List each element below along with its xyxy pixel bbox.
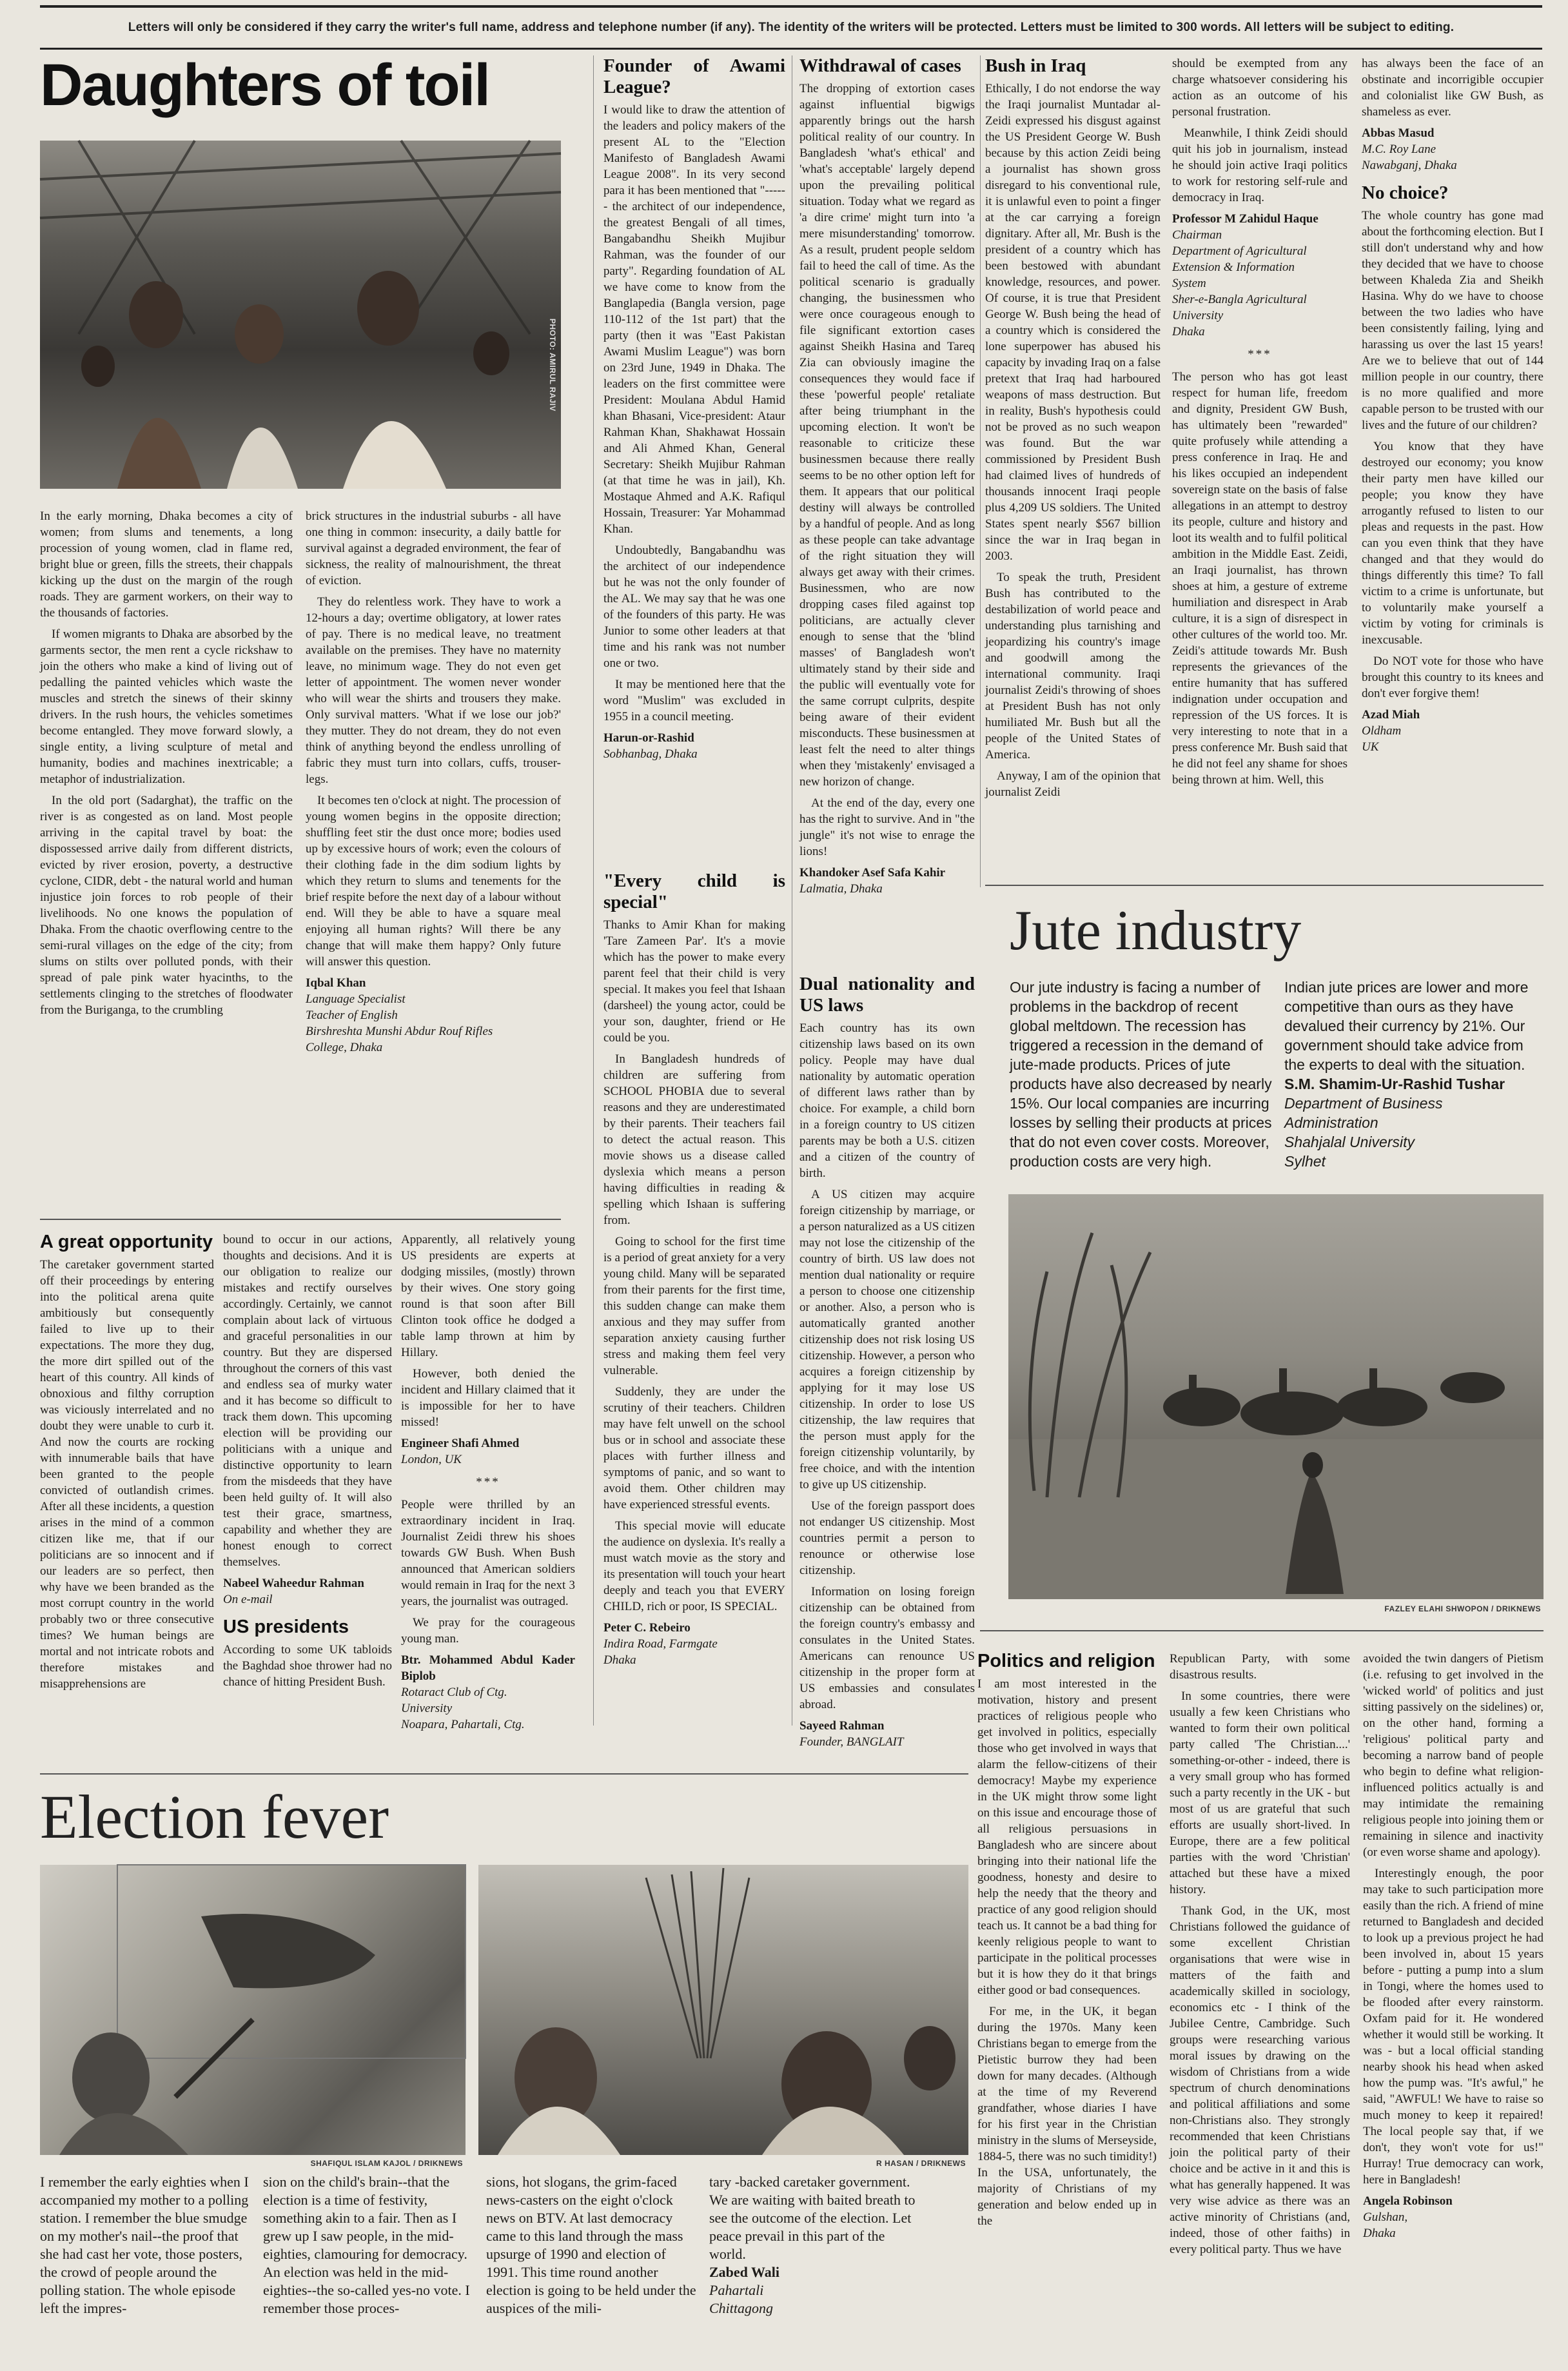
photo-credit: FAZLEY ELAHI SHWOPON / DRIKNEWS — [1384, 1604, 1541, 1613]
signature-line: Sobhanbag, Dhaka — [603, 747, 698, 761]
founder-letter — [603, 55, 785, 868]
paragraph: Republican Party, with some disastrous results. — [1170, 1652, 1350, 1682]
politics-letter-column-2 — [1170, 1651, 1350, 2360]
signature-line: System — [1172, 277, 1206, 290]
paragraph: According to some UK tabloids the Baghdad shoe thrower had no chance of hitting President Bush. — [223, 1643, 392, 1689]
section-divider — [40, 1773, 968, 1775]
signature-name: Harun-or-Rashid — [603, 731, 694, 745]
signature-name: Angela Robinson — [1363, 2194, 1453, 2208]
every-child-letter — [603, 871, 785, 1773]
paragraph: They do relentless work. They have to work a 12-hours a day; overtime obligatory, at lower rates of pay. There is no medical leave, no treatment available on the premises. They have no maternity leave, no minimum wage. They do not even get letter of appointment. The women never wonder who will wear the shirts and trousers they make. Only survival matters. 'What if we lose our job?' they mutter. They do not dream, they do not even think of anything beyond the endless unrolling of fabric they must turn into collars, cuffs, trouser-legs. — [306, 595, 561, 786]
photo-credit: PHOTO: AMIRUL RAJIV — [548, 319, 557, 411]
signature-line: Indira Road, Farmgate — [603, 1637, 718, 1651]
jute-column-1 — [1010, 978, 1274, 1177]
signature-name: Professor M Zahidul Haque — [1172, 212, 1318, 226]
jute-workers-photo — [1008, 1194, 1544, 1613]
letter-heading: Bush in Iraq — [985, 55, 1086, 76]
letter-heading: US presidents — [223, 1617, 349, 1637]
garment-workers-illustration — [40, 141, 561, 489]
paragraph: tary -backed caretaker government. We are waiting with baited breath to see the outcome of the election. Let peace prevail in this part of the world. — [709, 2174, 916, 2262]
signature-name: Btr. Mohammed Abdul Kader Biplob — [401, 1653, 575, 1683]
garment-workers-photo — [40, 141, 561, 489]
signature-line: UK — [1362, 740, 1379, 754]
signature-line: College, Dhaka — [306, 1041, 383, 1054]
signature-line: Chittagong — [709, 2300, 774, 2316]
election-poster-illustration — [40, 1865, 466, 2155]
signature-line: Sher-e-Bangla Agricultural — [1172, 293, 1307, 306]
letter-heading: No choice? — [1362, 182, 1449, 203]
paragraph: Ethically, I do not endorse the way the Iraqi journalist Muntadar al-Zeidi expressed his disgust against the US President George W. Bush because by this action Zeidi being a journalist has shown gross disregard to his conventional rule, it is unlawful even to point a finger at the car carrying a foreign dignitary. After all, Mr. Bush is the president of a country which has been bestowed with abundant knowledge, resources, and power. Of course, it is true that President George W. Bush being the head of a country which is considered the lone superpower has abused his capacity by invading Iraq on a false pretext that Iraq had harboured weapons of mass destruction. But in reality, Bush's hypothesis could not be proved as no such weapon was found. But the war commissioned by President Bush had claimed lives of hundreds of thousands innocent Iraqi people plus 4,209 US soldiers. The United States spent nearly $567 billion since the war in Iraq began in 2003. — [985, 82, 1161, 563]
paragraph: Thank God, in the UK, most Christians followed the guidance of some excellent Christian organisations that were wise in matters of the faith and academically skilled in sociology, economics etc - I think of the Jubilee Centre, Cambridge. Such groups were researching various moral issues by drawing on the wisdom of Christians from a wide spectrum of church denominations and political affiliations and some non-Christians also. They strongly recommended that keen Christians join the political party of their choice and be active in it and this is what has generally happened. It was very wise advice as there was an active minority of Christians (and, indeed, those of other faiths) in every political party. Thus we have — [1170, 1904, 1350, 2256]
signature-line: Administration — [1284, 1114, 1378, 1131]
letter-heading: Dual nationality and US laws — [799, 974, 975, 1016]
paragraph: Our jute industry is facing a number of problems in the backdrop of recent global meltdown. The recession has triggered a recession in the demand of jute-made products. Prices of jute products have also decreased by nearly 15%. Our local companies are incurring losses by selling their products at prices that do not even cover costs. Moreover, production costs are very high. — [1010, 979, 1272, 1170]
signature-line: Language Specialist — [306, 992, 406, 1006]
paragraph: To speak the truth, President Bush has contributed to the destabilization of world peace and understanding plus tarnishing and jeopardizing his country's image and goodwill among the international community. Iraqi journalist Zeidi's throwing of shoes at President Bush has not only humiliated Mr. Bush but all the people of the United States of America. — [985, 571, 1161, 762]
paragraph: brick structures in the industrial suburbs - all have one thing in common: insecurity, a daily battle for survival against a degraded environment, the fear of sickness, the reality of malnourishment, the threat of eviction. — [306, 509, 561, 587]
paragraph: We pray for the courageous young man. — [401, 1616, 575, 1646]
dual-nationality-letter — [799, 974, 975, 1773]
bush-letter-column-2 — [1172, 55, 1348, 891]
paragraph: People were thrilled by an extraordinary incident in Iraq. Journalist Zeidi threw his shoes towards GW Bush. When Bush announced that American soldiers would remain in Iraq for the next 3 years, the journalist was outraged. — [401, 1498, 575, 1608]
separator-stars: *** — [1248, 348, 1272, 361]
paragraph: The person who has got least respect for human life, freedom and dignity, President GW Bush, has ultimately been "rewarded" quite profusely while attending a press conference in Iraq. He and his likes occupied an independent sovereign state on the basis of false allegations in an attempt to destroy its people, culture and history and loot its wealth and to fulfil political ambition in the Middle East. Zeidi, an Iraqi journalist, has thrown shoes at him, a gesture of extreme humiliation and disrespect in Arab culture, it is a sign of disrespect in other cultures of the world too. Mr. Zeidi's attitude towards Mr. Bush represents the grievances of the entire humanity that has suffered indignation under occupation and repression of the US forces. It is very interesting to note that in a press conference Mr. Bush said that he did not feel any shame for shoes being thrown at him. Well, this — [1172, 370, 1348, 787]
paragraph: The caretaker government started off their proceedings by entering into the political arena quite ambitiously but consequently failed to live up to their expectations. The more they dug, the more dirt spilled out of the heart of this country. All kinds of obnoxious and filthy corruption was viciously interrelated and no doubt they were unable to curb it. And now the courts are rocking with innumerable bails that have been granted to the people convicted of outlandish crimes. After all these incidents, a question arises in the mind of a common citizen like me, that if our politicians are so innocent and if our leaders are so perfect, then why have we been branded as the most corrupt country in the world probably two or three consecutive times? We human beings are mortal and not intricate robots and therefore mistakes and misapprehensions are — [40, 1258, 214, 1691]
signature-name: Nabeel Waheedur Rahman — [223, 1577, 364, 1590]
paragraph: I would like to draw the attention of the leaders and policy makers of the present AL to the "Election Manifesto of Bangladesh Awami League 2008". In its very second para it has been mentioned that "------ the architect of our independence, the greatest Bengali of all times, Bangabandhu Sheikh Mujibur Rahman, was the founder of our party". Regarding foundation of AL we have come to know from the Banglapedia (Bangla version, page 110-112 of the 1st part) that the party (then it was "East Pakistan Awami Muslim League") was born on 23rd June, 1949 in Dhaka. The leaders on the first committee were President: Moulana Abdul Hamid khan Bhasani, Vice-president: Ataur Rahman Khan, Shakhawat Hossain and Ali Ahmed Khan, General Secretary: Sheikh Mujibur Rahman (at that time he was in jail), Kh. Mostaque Ahmed and A.K. Rafiqul Hossain, Treasurer: Yar Mohammad Khan. — [603, 103, 785, 536]
signature-line: Rotaract Club of Ctg. — [401, 1686, 507, 1699]
signature-line: University — [401, 1702, 453, 1715]
paragraph: I remember the early eighties when I accompanied my mother to a polling station. I remember the blue smudge on my mother's nail--the proof that she had cast her vote, those posters, the crowd of people around the polling station. The whole episode left the impres- — [40, 2174, 249, 2316]
column-divider — [593, 55, 594, 1726]
signature-line: Teacher of English — [306, 1008, 398, 1022]
election-column-1 — [40, 2173, 253, 2360]
daughters-column-1 — [40, 508, 293, 1193]
election-column-3 — [486, 2173, 699, 2360]
election-column-2 — [263, 2173, 476, 2360]
signature-line: M.C. Roy Lane — [1362, 143, 1436, 156]
section-divider — [985, 885, 1544, 886]
paragraph: In the early morning, Dhaka becomes a city of women; from slums and tenements, a long procession of young women, clad in flame red, bright blue or green, fills the streets, their chappals kicking up the dust on the margin of the rough roads. They are garment workers, on their way to the thousands of factories. — [40, 509, 293, 620]
letter-heading: Founder of Awami League? — [603, 55, 785, 97]
signature-name: Engineer Shafi Ahmed — [401, 1437, 520, 1450]
paragraph: Undoubtedly, Bangabandhu was the architect of our independence but he was not the only founder of the AL. We may say that he was one of the founders of this party. He was Junior to some other leaders at that time and his rank was not number one or two. — [603, 544, 785, 670]
editorial-notice-banner: Letters will only be considered if they carry the writer's full name, address and telephone number (if any). The identity of the writers will be protected. Letters must be limited to 300 words. All letters will be subject to editing. — [40, 5, 1542, 50]
signature-line: Department of Agricultural — [1172, 244, 1307, 258]
signature-name: Peter C. Rebeiro — [603, 1621, 691, 1635]
signature-line: On e-mail — [223, 1593, 273, 1606]
election-title: Election fever — [40, 1782, 389, 1851]
paragraph: The whole country has gone mad about the forthcoming election. But I still don't understand why and how they decided that we have to choose between Khaleda Zia and Sheikh Hasina. Why do we have to choose between the two ladies who have been consistently failing, lying and harassing us over the last 15 years! Are we to believe that out of 144 million people in our country, there is no more qualified and more capable person to be trusted with our lives and the future of our children? — [1362, 209, 1544, 432]
signature-line: Shahjalal University — [1284, 1134, 1415, 1150]
paragraph: avoided the twin dangers of Pietism (i.e. refusing to get involved in the 'wicked world' of politics and just sitting passively on the sidelines) or, on the other hand, forming a 'religious' political party and becoming a narrow band of people who begin to define what religion-influenced politics actually is and may intimidate the remaining religious people into joining them or remaining in silence and inactivity (or even worse shame and apology). — [1363, 1652, 1544, 1859]
paragraph: At the end of the day, every one has the right to survive. And in "the jungle" it's not wise to enrage the lions! — [799, 796, 975, 858]
signature-line: University — [1172, 309, 1224, 322]
opportunity-letter-column-1 — [40, 1232, 214, 1760]
signature-name: Azad Miah — [1362, 708, 1420, 722]
jute-workers-illustration — [1008, 1194, 1544, 1599]
paragraph: For me, in the UK, it began during the 1970s. Many keen Christians began to emerge from the Pietistic burrow they had been down for many decades. (Although at the time of my Reverend grandfather, whose diaries I have for his first year in the Christian ministry in the slums of Merseyside, 1884-5, there was no such timidity!) In the USA, unfortunately, the majority of Christians of my generation and below ended up in the — [977, 2005, 1157, 2228]
paragraph: Suddenly, they are under the scrutiny of their teachers. Children may have felt unwell on the school bus or in school and associate these places with further illness and symptoms of panic, and so want to avoid them. Other children may have experienced stressful events. — [603, 1385, 785, 1511]
signature-name: Abbas Masud — [1362, 126, 1435, 140]
uspresidents-letter-column-2 — [401, 1232, 575, 1760]
signature-line: Oldham — [1362, 724, 1402, 738]
signature-name: Iqbal Khan — [306, 976, 366, 990]
paragraph: It becomes ten o'clock at night. The procession of young women begins in the opposite direction; shuffling feet stir the dust once more; bodies used up by excessive hours of work; even the colours of their clothing fade in the dim sodium lights by which they return to slums and tenements for the brief respite before the next day of a labour without end. Will they be able to have a square meal enjoying all human rights? Will there be any change that will make them happy? Only future will answer this question. — [306, 794, 561, 969]
paragraph: However, both denied the incident and Hillary claimed that it is impossible for her to have missed! — [401, 1367, 575, 1429]
paragraph: You know that they have destroyed our economy; you know their party men have killed our people; you know they have arrogantly refused to listen to our pleas and requests in the past. How can you even think that they have changed and that they would do things differently this time? To fall victim to a crime is unfortunate, but to voluntarily make yourself a victim by voting for criminals is inexcusable. — [1362, 440, 1544, 647]
signature-line: Chairman — [1172, 228, 1222, 242]
paragraph: This special movie will educate the audience on dyslexia. It's really a must watch movie as the story and its presentation will touch your heart deeply and teach you that EVERY CHILD, rich or poor, IS SPECIAL. — [603, 1519, 785, 1613]
letter-heading: "Every child is special" — [603, 871, 785, 912]
paragraph: If women migrants to Dhaka are absorbed by the garments sector, the men rent a cycle rickshaw to join the others who make a kind of living out of pedalling the painted vehicles which waste the muscles and stretch the sinews of their skinny drivers. In the rush hours, the vehicles sometimes become entangled. They move forward slowly, a single entity, a living sculpture of metal and humanity, bodies and machines inextricable; a metaphor of industrialization. — [40, 627, 293, 786]
withdrawal-letter — [799, 55, 975, 971]
paragraph: Apparently, all relatively young US presidents are experts at dodging missiles, (mostly) thrown by their wives. One story going round is that soon after Bill Clinton took office he dodged a table lamp thrown at him by Hillary. — [401, 1233, 575, 1359]
paragraph: Each country has its own citizenship laws based on its own policy. People may have dual nationality by automatic operation of different laws rather than by choice. For example, a child born in a foreign country to US citizen parents may be both a U.S. citizen and a citizen of the country of birth. — [799, 1021, 975, 1180]
paragraph: The dropping of extortion cases against influential bigwigs apparently brings out the harsh political reality of our country. In Bangladesh 'what's ethical' and 'what's acceptable' largely depend upon the prevailing political situation. Today what we regard as 'a dire crime' might turn into 'a mere misunderstanding' tomorrow. As a result, prudent people seldom fail to heed the call of time. As the political scenario is gradually changing, the businessmen who were once courageous enough to file significant extortion cases against Sheikh Hasina and Tareq Zia can obviously imagine the consequences they would face if these 'powerful people' retaliate after being triumphant in the upcoming election. It won't be reasonable to criticize these businessmen because there really seems to be no other option left for them. It appears that our political destiny will always be controlled by a handful of people. And as long as these people can take advantage of the right situation they will always get away with their crimes. Businessmen, who are now dropping cases filed against top politicians, are actually clever enough to sense that the 'blind masses' of Bangladesh won't ultimately stand by their side and the public will eventually vote for the same corrupt culprits, despite being aware of their evident misconducts. These businessmen at least felt the need to alter things when they 'mistakenly' envisaged a new horizon of change. — [799, 82, 975, 789]
paragraph: In some countries, there were usually a few keen Christians who wanted to form their own political party called 'The Christian....' something-or-other - indeed, there is a very small group who has formed such a party recently in the UK - but most of us are grateful that such efforts are usually short-lived. In Europe, there are a few political parties with the word 'Christian' attached but these have a mixed history. — [1170, 1689, 1350, 1896]
jute-title: Jute industry — [1010, 900, 1302, 962]
paragraph: Interestingly enough, the poor may take to such participation more easily than the rich. A friend of mine returned to Bangladesh and decided to look up a previous project he had been involved in, about 15 years before - putting a pump into a slum in Tongi, where the homes used to be flooded after every rainstorm. Oxfam paid for it. He wondered whether it would still be working. It was - but a local official standing nearby shook his head when asked how the pump was. "It's awful," he said, "AWFUL! We have to raise so much money to keep it repaired! The local people say that, if we don't, they won't vote for us!" Hurray! True democracy can work, here in Bangladesh! — [1363, 1867, 1544, 2187]
bush-letter-column-1 — [985, 55, 1161, 891]
signature-line: Founder, BANGLAIT — [799, 1735, 904, 1749]
jute-column-2 — [1284, 978, 1544, 1177]
paragraph: Anyway, I am of the opinion that journalist Zeidi — [985, 769, 1161, 799]
paragraph: sions, hot slogans, the grim-faced news-casters on the eight o'clock news on BTV. At last democracy came to this land through the mass upsurge of 1990 and election of 1991. This time round another election is going to be held under the auspices of the mili- — [486, 2174, 696, 2316]
paragraph: A US citizen may acquire foreign citizenship by marriage, or a person naturalized as a US citizen may not lose the citizenship of the country of birth. US law does not mention dual nationality or require a person to choose one citizenship or another. Also, a person who is automatically granted another citizenship does not risk losing US citizenship. However, a person who acquires a foreign citizenship by applying for it may lose US citizenship. In order to lose US citizenship, the law requires that the person must apply for the foreign citizenship voluntarily, by free choice, and with the intention to give up US citizenship. — [799, 1188, 975, 1491]
opportunity-letter-column-2 — [223, 1232, 392, 1760]
signature-line: Gulshan, — [1363, 2210, 1408, 2224]
paragraph: Thanks to Amir Khan for making 'Tare Zameen Par'. It's a movie which has the power to make every parent feel that their child is very special. It makes you feel that Ishaan (darsheel) the young actor, could be your son, daughter, friend or He could be you. — [603, 918, 785, 1045]
paragraph: Use of the foreign passport does not endanger US citizenship. Most countries permit a person to renounce or otherwise lose citizenship. — [799, 1499, 975, 1577]
paragraph: Information on losing foreign citizenship can be obtained from the foreign country's embassy and consulates in the United States. Americans can renounce US citizenship in the proper form at US embassies and consulates abroad. — [799, 1585, 975, 1711]
election-rally-photo — [478, 1865, 968, 2168]
bush-letter-column-3 — [1362, 55, 1544, 891]
letter-heading: Withdrawal of cases — [799, 55, 961, 76]
signature-line: Pahartali — [709, 2282, 764, 2298]
signature-line: Sylhet — [1284, 1153, 1326, 1170]
signature-line: Noapara, Pahartali, Ctg. — [401, 1718, 525, 1731]
letter-heading: Politics and religion — [977, 1651, 1155, 1671]
signature-line: Dhaka — [603, 1653, 636, 1667]
signature-name: Zabed Wali — [709, 2264, 780, 2280]
paragraph: has always been the face of an obstinate and incorrigible occupier and colonialist like GW Bush, as shameless as ever. — [1362, 57, 1544, 119]
paragraph: sion on the child's brain--that the election is a time of festivity, something akin to a fair. Then as I grew up I saw people, in the mid- eighties, clamouring for democracy. An election was held in the mid- eighties--the so-called yes-no vote. I remember those proces- — [263, 2174, 470, 2316]
paragraph: It may be mentioned here that the word "Muslim" was excluded in 1955 in a council meeting. — [603, 678, 785, 723]
paragraph: should be exempted from any charge whatsoever considering his action as an outcome of his personal frustration. — [1172, 57, 1348, 119]
signature-name: Khandoker Asef Safa Kahir — [799, 866, 946, 880]
election-column-4 — [709, 2173, 922, 2360]
separator-stars: *** — [476, 1475, 500, 1489]
letter-heading: A great opportunity — [40, 1232, 213, 1252]
paragraph: I am most interested in the motivation, history and present practices of religious people who get involved in politics, especially those who get involved in ways that alarm the fellow-citizens of their democracy! Maybe my experience in the UK might throw some light on this issue and encourage those of all religious persuasions in Bangladesh who are sincere about bringing into their national life the goodness, honesty and desire to help the needy that the theory and practice of any good religion should teach us. It cannot be a bad thing for keenly religious people to want to participate in the political processes but it is how they do it that brings either good or bad consequences. — [977, 1677, 1157, 1997]
politics-letter-column-1 — [977, 1651, 1157, 2360]
section-divider — [40, 1219, 561, 1220]
election-rally-illustration — [478, 1865, 968, 2155]
signature-name: Sayeed Rahman — [799, 1719, 885, 1733]
column-divider — [980, 55, 981, 887]
paragraph: In Bangladesh hundreds of children are suffering from SCHOOL PHOBIA due to several reasons and they are underestimated by their parents. Their teachers fail to detect the actual reason. This movie shows us a disease called dyslexia which means a person having difficulties in reading & spelling which Ishaan is suffering from. — [603, 1052, 785, 1227]
signature-line: Lalmatia, Dhaka — [799, 882, 883, 896]
paragraph: In the old port (Sadarghat), the traffic on the river is as congested as on land. Most people arriving in the capital travel by boat: the dispossessed arrive daily from different districts, evicted by river erosion, poverty, a destructive cyclone, CIDR, debt - the natural world and human injustice join forces to rob people of their livelihoods. No one knows the population of Dhaka. From the chaotic overflowing centre to the semi-rural villages on the edge of the city; from slums on stilts over polluted ponds, with their spread of pale pink water hyacinths, to the settlements clinging to the stretches of floodwater from the Buriganga, to the crumbling — [40, 794, 293, 1017]
signature-line: Nawabganj, Dhaka — [1362, 159, 1457, 172]
paragraph: Going to school for the first time is a period of great anxiety for a very young child. Many will be separated from their parents for the first time, this sudden change can make them anxious and they may suffer from separation anxiety causing further stress and making them feel very vulnerable. — [603, 1235, 785, 1377]
signature-line: Department of Business — [1284, 1095, 1443, 1112]
signature-line: Birshreshta Munshi Abdur Rouf Rifles — [306, 1025, 493, 1038]
politics-letter-column-3 — [1363, 1651, 1544, 2360]
signature-line: Dhaka — [1172, 325, 1205, 339]
photo-credit: SHAFIQUL ISLAM KAJOL / DRIKNEWS — [310, 2159, 463, 2168]
section-divider — [980, 1630, 1544, 1631]
paragraph: Indian jute prices are lower and more competitive than ours as they have devalued their currency by 21%. Our government should take advice from the experts to deal with the situation. — [1284, 979, 1529, 1073]
signature-line: London, UK — [401, 1453, 462, 1466]
photo-credit: R HASAN / DRIKNEWS — [876, 2159, 966, 2168]
paragraph: Meanwhile, I think Zeidi should quit his job in journalism, instead he should join active Iraqi politics to work for restoring self-rule and democracy in Iraq. — [1172, 126, 1348, 204]
daughters-column-2 — [306, 508, 561, 1193]
signature-line: Extension & Information — [1172, 261, 1295, 274]
paragraph: bound to occur in our actions, thoughts and decisions. And it is our obligation to realize our mistakes and rectify ourselves accordingly. Certainly, we cannot complain about lack of virtuous and graceful personalities in our country. But they are dispersed throughout the corners of this vast and endless sea of murky water and it has become so difficult to track them down. This upcoming election will be providing our politicians with a unique and distinctive opportunity to learn from the misdeeds that they have been held guilty of. It will also test their grace, smartness, capability and whether they are honest enough to correct themselves. — [223, 1233, 392, 1569]
daughters-title: Daughters of toil — [40, 52, 489, 118]
election-poster-photo — [40, 1865, 466, 2168]
signature-name: S.M. Shamim-Ur-Rashid Tushar — [1284, 1076, 1505, 1092]
paragraph: Do NOT vote for those who have brought this country to its knees and don't ever forgive them! — [1362, 654, 1544, 700]
signature-line: Dhaka — [1363, 2227, 1396, 2240]
